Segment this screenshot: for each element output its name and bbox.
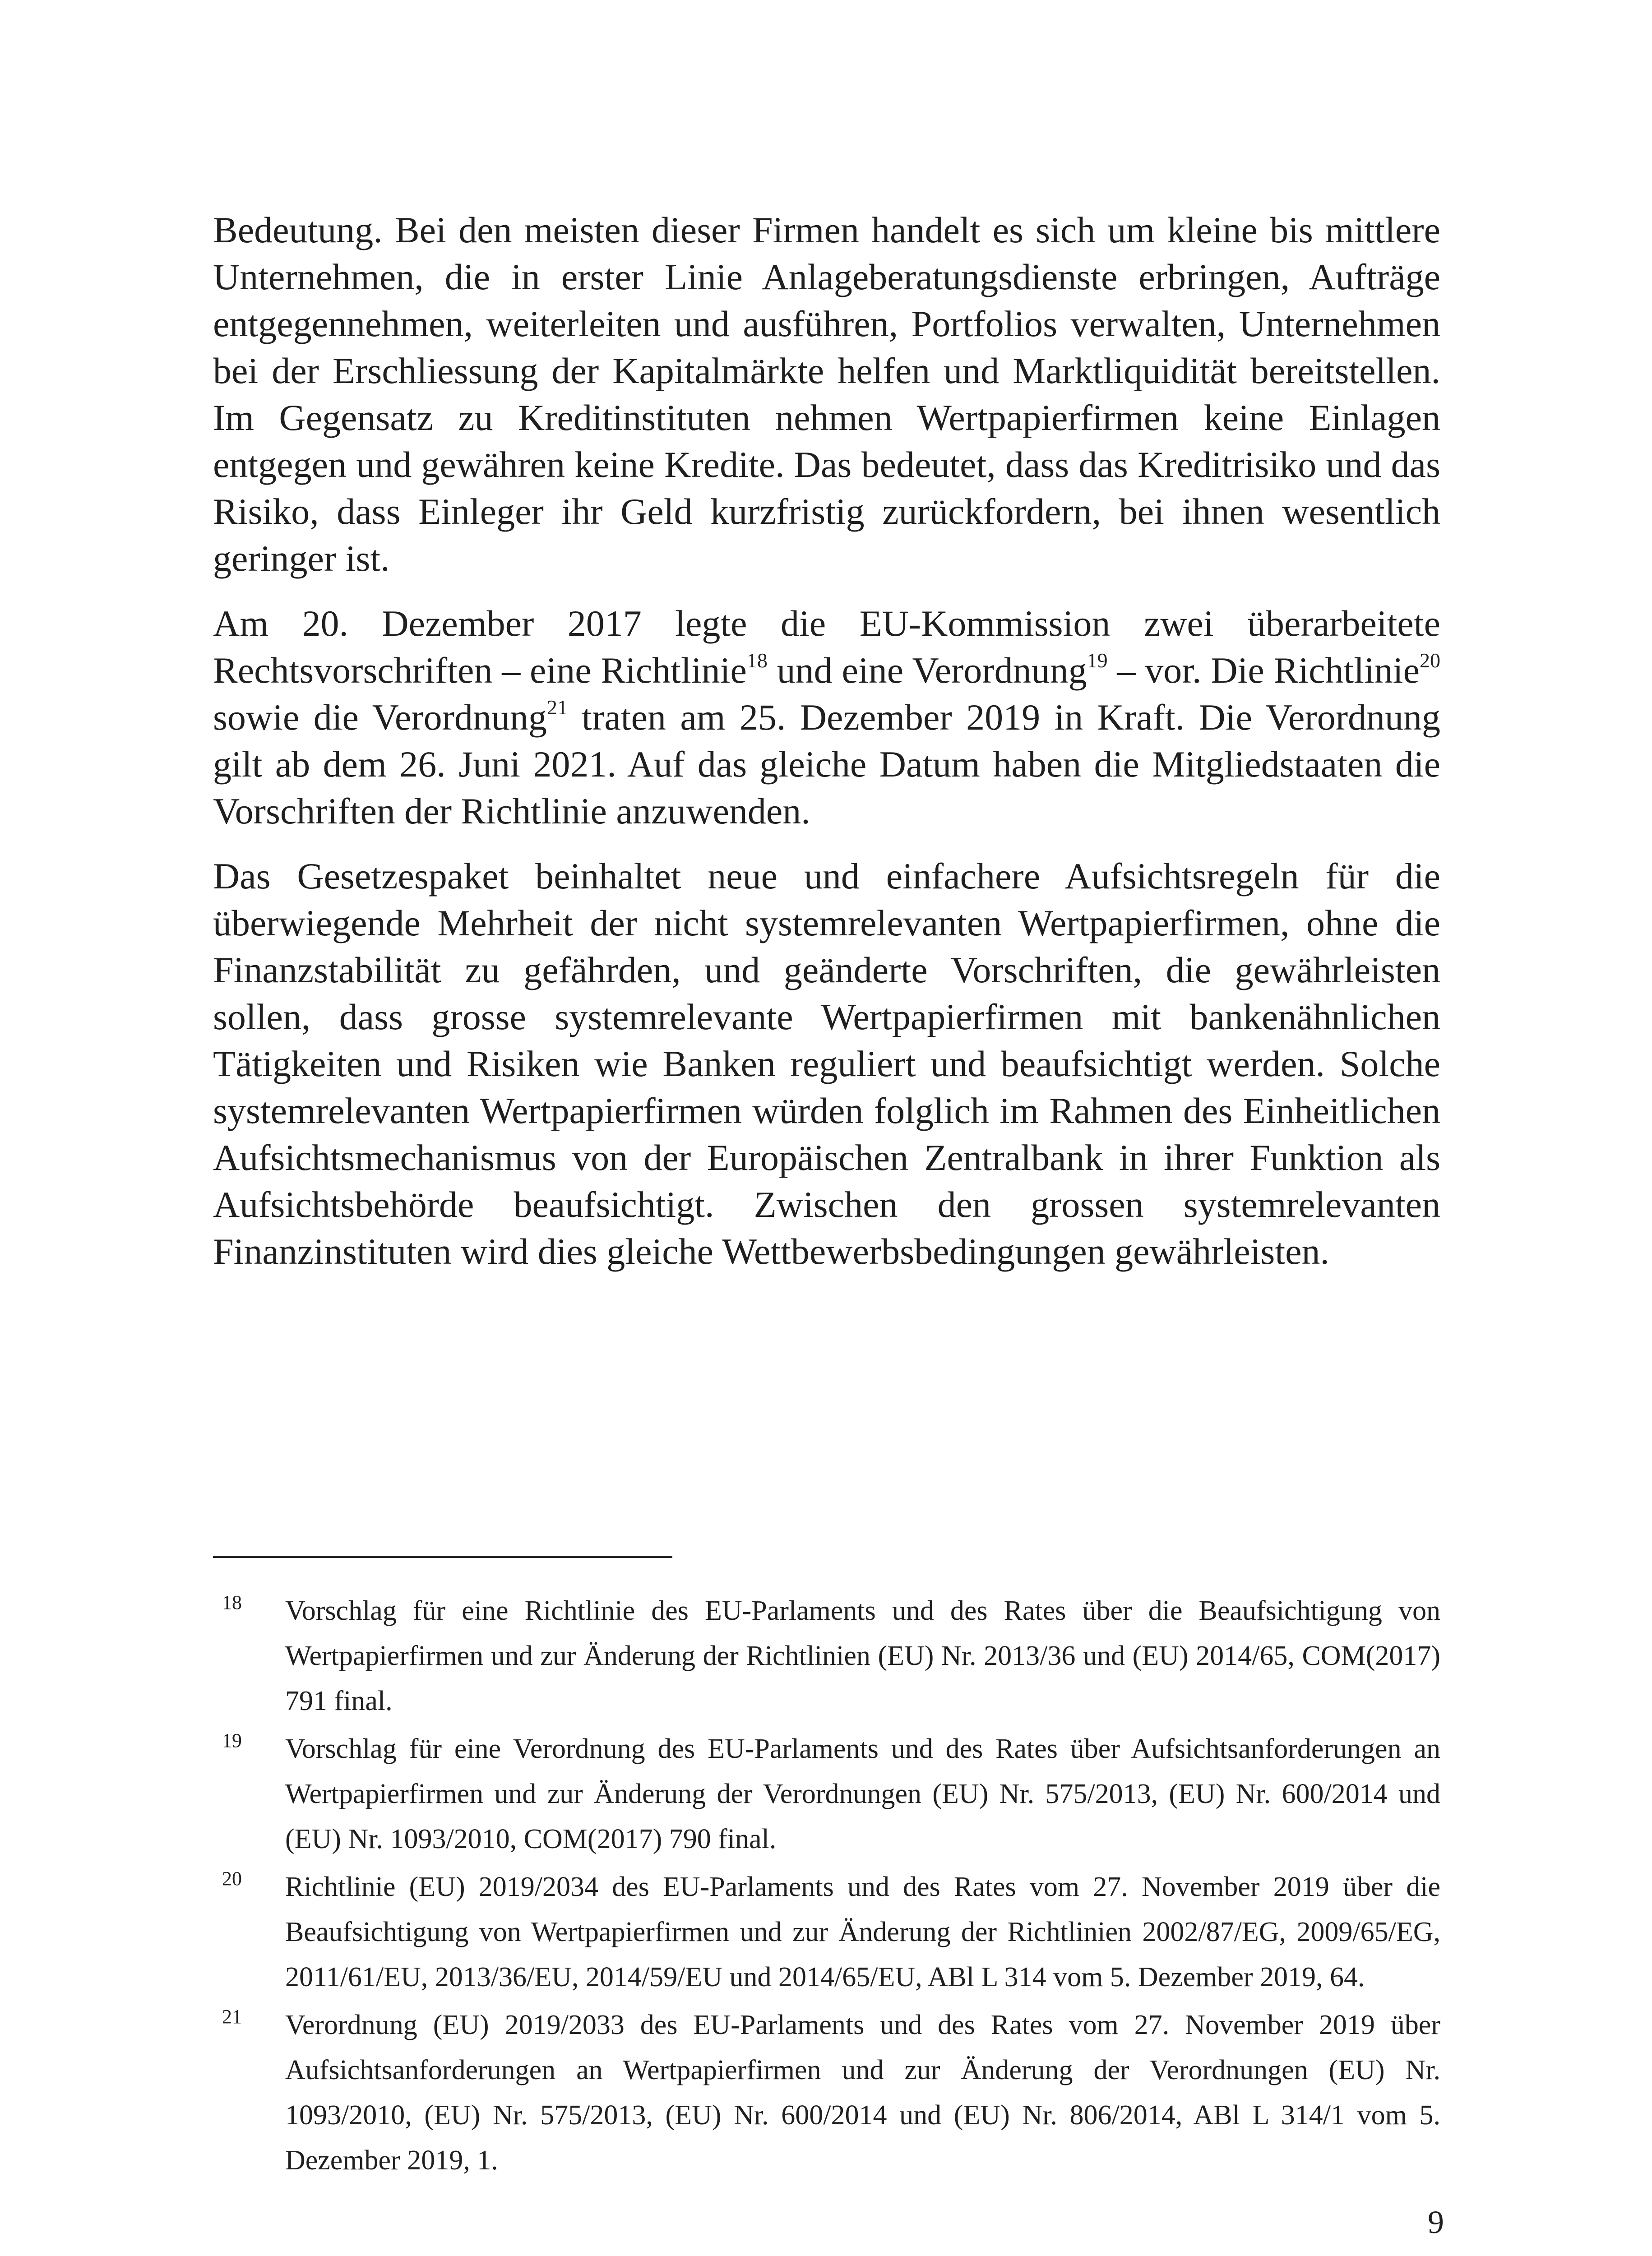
footnote-number: 20	[222, 1868, 242, 1890]
paragraph-2-text: – vor. Die Richtlinie	[1107, 650, 1420, 691]
paragraph-2-text: traten am 25. Dezember 2019 in Kraft. Die Verordnung gilt ab dem 26. Juni 2021. Auf das gleiche Datum haben die Mitgliedstaaten die Vorschriften der Richtlinie anzuwenden.	[213, 697, 1440, 832]
footnote-ref-20[interactable]: 20	[1420, 649, 1440, 672]
paragraph-1: Bedeutung. Bei den meisten dieser Firmen handelt es sich um kleine bis mittlere Unternehmen, die in erster Linie Anlageberatungsdienste erbringen, Aufträge entgegennehmen, weiterleiten und ausführen, Portfolios verwalten, Unternehmen bei der Erschliessung der Kapitalmärkte helfen und Marktliquidität bereitstellen. Im Gegensatz zu Kreditinstituten nehmen Wertpapierfirmen keine Einlagen entgegen und gewähren keine Kredite. Das bedeutet, dass das Kreditrisiko und das Risiko, dass Einleger ihr Geld kurzfristig zurückfordern, bei ihnen wesentlich geringer ist.	[213, 209, 1440, 579]
footnote-ref-18[interactable]: 18	[746, 649, 768, 672]
footnote-text: Vorschlag für eine Richtlinie des EU-Parlaments und des Rates über die Beaufsichtigung von Wertpapierfirmen und zur Änderung der Richtlinien (EU) Nr. 2013/36 und (EU) 2014/65, COM(2017) 791 final.	[285, 1595, 1440, 1716]
footnote-number: 19	[222, 1729, 242, 1752]
paragraph-2-text: Am 20. Dezember 2017 legte die EU-Kommission zwei überarbeitete Rechtsvorschriften – eine Richtlinie	[213, 603, 1440, 691]
footnote-separator	[213, 1556, 672, 1558]
footnote-text: Vorschlag für eine Verordnung des EU-Parlaments und des Rates über Aufsichtsanforderungen an Wertpapierfirmen und zur Änderung der Verordnungen (EU) Nr. 575/2013, (EU) Nr. 600/2014 und (EU) Nr. 1093/2010, COM(2017) 790 final.	[285, 1734, 1440, 1854]
footnote-21	[213, 2002, 1440, 2183]
footnote-ref-19[interactable]: 19	[1087, 649, 1108, 672]
footnote-number: 21	[222, 2006, 242, 2028]
footnotes-section	[213, 1588, 1440, 2186]
paragraph-2-text: sowie die Verordnung	[213, 697, 547, 738]
body-text	[213, 207, 1440, 1293]
paragraph-2-text: und eine Verordnung	[767, 650, 1087, 691]
footnote-19	[213, 1726, 1440, 1862]
footnote-number: 18	[222, 1591, 242, 1613]
footnote-text: Richtlinie (EU) 2019/2034 des EU-Parlaments und des Rates vom 27. November 2019 über die Beaufsichtigung von Wertpapierfirmen und zur Änderung der Richtlinien 2002/87/EG, 2009/65/EG, 2011/61/EU, 2013/36/EU, 2014/59/EU und 2014/65/EU, ABl L 314 vom 5. Dezember 2019, 64.	[285, 1872, 1440, 1992]
footnote-20	[213, 1864, 1440, 2000]
footnote-ref-21[interactable]: 21	[546, 696, 568, 719]
page-number: 9	[1428, 2204, 1444, 2240]
footnote-text: Verordnung (EU) 2019/2033 des EU-Parlaments und des Rates vom 27. November 2019 über Aufsichtsanforderungen an Wertpapierfirmen und zur Änderung der Verordnungen (EU) Nr. 1093/2010, (EU) Nr. 575/2013, (EU) Nr. 600/2014 und (EU) Nr. 806/2014, ABl L 314/1 vom 5. Dezember 2019, 1.	[285, 2010, 1440, 2176]
footnote-18	[213, 1588, 1440, 1724]
paragraph-2	[213, 600, 1440, 835]
paragraph-3: Das Gesetzespaket beinhaltet neue und einfachere Aufsichtsregeln für die überwiegende Mehrheit der nicht systemrelevanten Wertpapierfirmen, ohne die Finanzstabilität zu gefährden, und geänderte Vorschriften, die gewährleisten sollen, dass grosse systemrelevante Wertpapierfirmen mit bankenähnlichen Tätigkeiten und Risiken wie Banken reguliert und beaufsichtigt werden. Solche systemrelevanten Wertpapierfirmen würden folglich im Rahmen des Einheitlichen Aufsichtsmechanismus von der Europäischen Zentralbank in ihrer Funktion als Aufsichtsbehörde beaufsichtigt. Zwischen den grossen systemrelevanten Finanzinstituten wird dies gleiche Wettbewerbsbedingungen gewährleisten.	[213, 855, 1440, 1272]
